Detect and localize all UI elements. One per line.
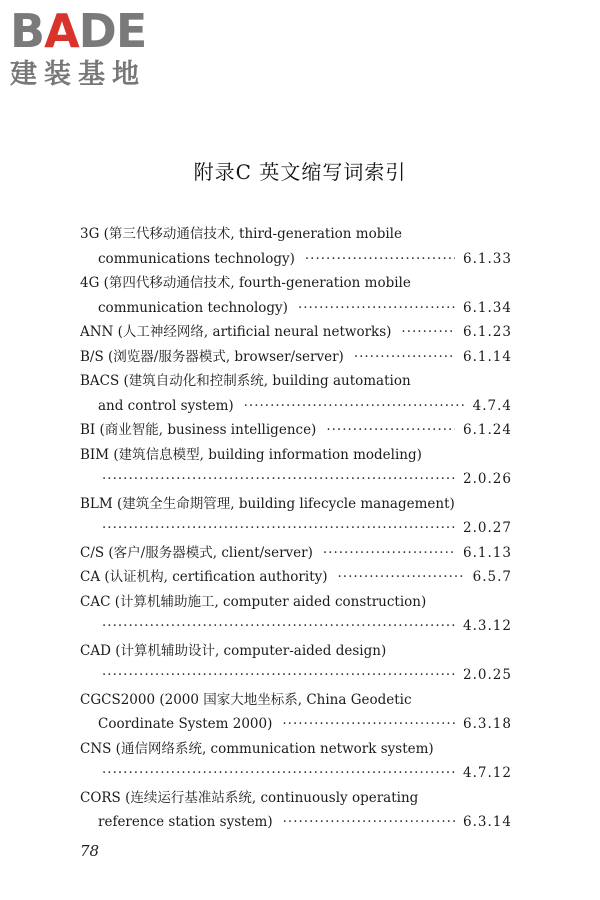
- logo-subtitle: 建装基地: [10, 59, 146, 90]
- index-entry: [80, 369, 512, 418]
- entry-text: communications technology): [98, 250, 295, 267]
- entry-text: ANN (人工神经网络, artificial neural networks): [80, 324, 392, 340]
- leader-dots: [323, 541, 455, 566]
- index-entry: [80, 688, 512, 737]
- entry-text: BLM (建筑全生命期管理, building lifecycle management): [80, 495, 455, 512]
- entry-text: C/S (客户/服务器模式, client/server): [80, 544, 313, 561]
- index-entry-line: [80, 737, 512, 762]
- index-entry-line: [80, 761, 512, 786]
- section-ref: 4.7.4: [472, 397, 512, 414]
- leader-dots: [102, 516, 455, 541]
- section-ref: 6.3.14: [463, 814, 512, 830]
- index-entry: [80, 565, 512, 590]
- section-ref: 4.3.12: [463, 618, 512, 634]
- entry-text: B/S (浏览器/服务器模式, browser/server): [80, 348, 344, 365]
- section-ref: 6.1.24: [463, 422, 512, 438]
- index-entry: [80, 590, 512, 639]
- index-entry: [80, 541, 512, 566]
- index-entry-line: [80, 590, 512, 615]
- index-entry-line: [80, 369, 512, 394]
- section-ref: 6.1.33: [463, 250, 512, 267]
- index-entry: [80, 418, 512, 443]
- index-entry-line: [80, 492, 512, 517]
- entry-text: and control system): [98, 397, 234, 414]
- logo: [10, 6, 180, 92]
- index-entry: [80, 320, 512, 345]
- section-ref: 6.1.14: [463, 348, 512, 365]
- section-ref: 2.0.25: [463, 667, 512, 683]
- index-entry-line: [80, 541, 512, 566]
- index-entry-line: [80, 345, 512, 370]
- section-ref: 6.1.13: [463, 544, 512, 561]
- index-entry: [80, 443, 512, 492]
- index-entry: [80, 271, 512, 320]
- index-entry-line: [80, 688, 512, 713]
- index-entry: [80, 222, 512, 271]
- entry-text: communication technology): [98, 299, 288, 316]
- section-ref: 6.1.23: [463, 324, 512, 340]
- entry-text: CAD (计算机辅助设计, computer-aided design): [80, 642, 387, 659]
- index-list: [80, 222, 512, 835]
- leader-dots: [298, 296, 455, 321]
- index-entry-line: [80, 443, 512, 468]
- index-entry: [80, 345, 512, 370]
- leader-dots: [102, 663, 455, 688]
- section-ref: 2.0.26: [463, 471, 512, 487]
- index-entry: [80, 492, 512, 541]
- entry-text: CNS (通信网络系统, communication network system): [80, 740, 434, 757]
- section-ref: 6.5.7: [472, 569, 512, 585]
- logo-wordmark: BADE: [10, 4, 147, 58]
- entry-text: BIM (建筑信息模型, building information modeling): [80, 446, 422, 463]
- index-entry: [80, 737, 512, 786]
- leader-dots: [354, 345, 455, 370]
- index-entry-line: [80, 565, 512, 590]
- section-ref: 6.1.34: [463, 299, 512, 316]
- entry-text: CAC (计算机辅助施工, computer aided construction): [80, 593, 427, 610]
- leader-dots: [282, 712, 455, 737]
- index-entry-line: [80, 394, 512, 419]
- index-entry-line: [80, 786, 512, 811]
- entry-text: 3G (第三代移动通信技术, third-generation mobile: [80, 226, 402, 242]
- index-entry-line: [80, 271, 512, 296]
- index-entry-line: [80, 222, 512, 247]
- index-entry: [80, 639, 512, 688]
- section-ref: 6.3.18: [463, 716, 512, 732]
- leader-dots: [401, 320, 455, 345]
- leader-dots: [305, 247, 455, 272]
- section-ref: 2.0.27: [463, 520, 512, 536]
- entry-text: Coordinate System 2000): [98, 716, 273, 732]
- index-entry-line: [80, 296, 512, 321]
- entry-text: 4G (第四代移动通信技术, fourth-generation mobile: [80, 275, 411, 291]
- index-entry-line: [80, 467, 512, 492]
- index-entry-line: [80, 516, 512, 541]
- leader-dots: [102, 614, 455, 639]
- index-entry-line: [80, 810, 512, 835]
- entry-text: CGCS2000 (2000 国家大地坐标系, China Geodetic: [80, 691, 412, 708]
- index-entry-line: [80, 663, 512, 688]
- index-entry-line: [80, 614, 512, 639]
- index-entry-line: [80, 639, 512, 664]
- index-entry-line: [80, 247, 512, 272]
- entry-text: BACS (建筑自动化和控制系统, building automation: [80, 373, 411, 389]
- page-number: 78: [80, 842, 100, 860]
- entry-text: CA (认证机构, certification authority): [80, 569, 328, 585]
- index-entry-line: [80, 712, 512, 737]
- index-entry-line: [80, 418, 512, 443]
- leader-dots: [102, 761, 455, 786]
- page-title: 附录C 英文缩写词索引: [193, 160, 407, 184]
- index-entry-line: [80, 320, 512, 345]
- leader-dots: [244, 394, 465, 419]
- leader-dots: [102, 467, 455, 492]
- entry-text: reference station system): [98, 814, 273, 830]
- leader-dots: [283, 810, 455, 835]
- leader-dots: [338, 565, 465, 590]
- entry-text: CORS (连续运行基准站系统, continuously operating: [80, 789, 419, 806]
- index-entry: [80, 786, 512, 835]
- leader-dots: [326, 418, 455, 443]
- entry-text: BI (商业智能, business intelligence): [80, 422, 317, 438]
- section-ref: 4.7.12: [463, 765, 512, 781]
